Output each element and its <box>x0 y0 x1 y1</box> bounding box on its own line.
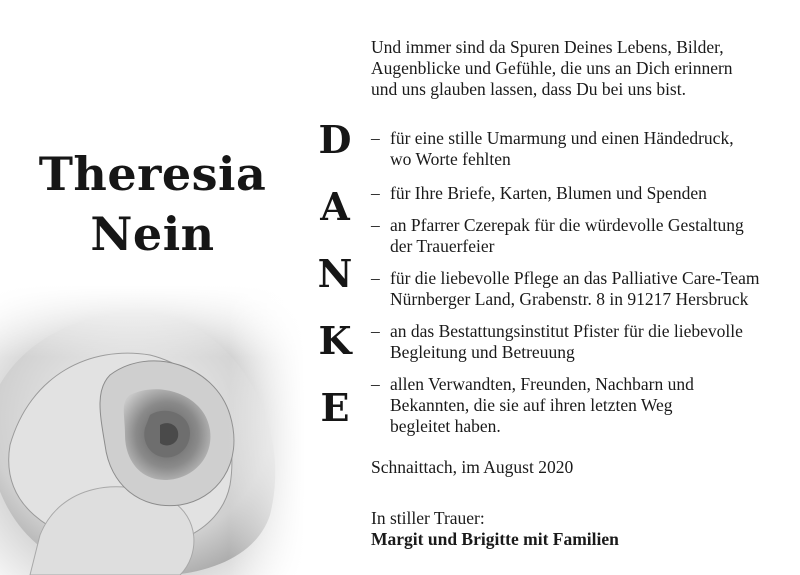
dash-glyph: – <box>371 374 380 394</box>
dash-glyph: – <box>371 183 380 203</box>
thanks-item <box>371 321 791 363</box>
thanks-line: Begleitung und Betreuung <box>390 342 575 362</box>
danke-letter-e: E <box>320 385 350 430</box>
thanks-item <box>371 183 791 204</box>
thanks-item <box>371 268 791 310</box>
danke-letter-k: K <box>318 318 352 363</box>
danke-letter-a: A <box>320 184 350 229</box>
deceased-last-name: Nein <box>90 207 215 261</box>
intro-line: Und immer sind da Spuren Deines Lebens, Bilder, <box>371 37 724 57</box>
thanks-line: Bekannten, die sie auf ihren letzten Weg <box>390 395 673 415</box>
place-date: Schnaittach, im August 2020 <box>371 457 574 477</box>
intro-text <box>371 37 791 100</box>
thanks-line: allen Verwandten, Freunden, Nachbarn und <box>390 374 694 394</box>
danke-letter-d: D <box>318 117 352 162</box>
thanks-item <box>371 215 791 257</box>
dash-glyph: – <box>371 215 380 235</box>
deceased-first-name: Theresia <box>38 147 267 201</box>
thanks-list <box>371 128 791 448</box>
intro-line: Augenblicke und Gefühle, die uns an Dich erinnern <box>371 58 733 78</box>
thanks-line: wo Worte fehlten <box>390 149 511 169</box>
dash-glyph: – <box>371 321 380 341</box>
thanks-line: der Trauerfeier <box>390 236 495 256</box>
dash-glyph: – <box>371 128 380 148</box>
thanks-item <box>371 128 791 170</box>
thanks-line: für Ihre Briefe, Karten, Blumen und Spenden <box>390 183 707 203</box>
thanks-line: an das Bestattungsinstitut Pfister für die liebevolle <box>390 321 743 341</box>
thanks-line: für eine stille Umarmung und einen Händedruck, <box>390 128 734 148</box>
signatories: Margit und Brigitte mit Familien <box>371 529 619 549</box>
thanks-line: Nürnberger Land, Grabenstr. 8 in 91217 Hersbruck <box>390 289 749 309</box>
rose-image <box>0 285 305 575</box>
thanks-line: für die liebevolle Pflege an das Palliative Care-Team <box>390 268 760 288</box>
thanks-item <box>371 374 791 437</box>
thanks-line: begleitet haben. <box>390 416 501 436</box>
thanks-line: an Pfarrer Czerepak für die würdevolle Gestaltung <box>390 215 744 235</box>
mourning-label: In stiller Trauer: <box>371 508 485 528</box>
danke-letter-n: N <box>317 251 353 296</box>
dash-glyph: – <box>371 268 380 288</box>
intro-line: und uns glauben lassen, dass Du bei uns bist. <box>371 79 686 99</box>
